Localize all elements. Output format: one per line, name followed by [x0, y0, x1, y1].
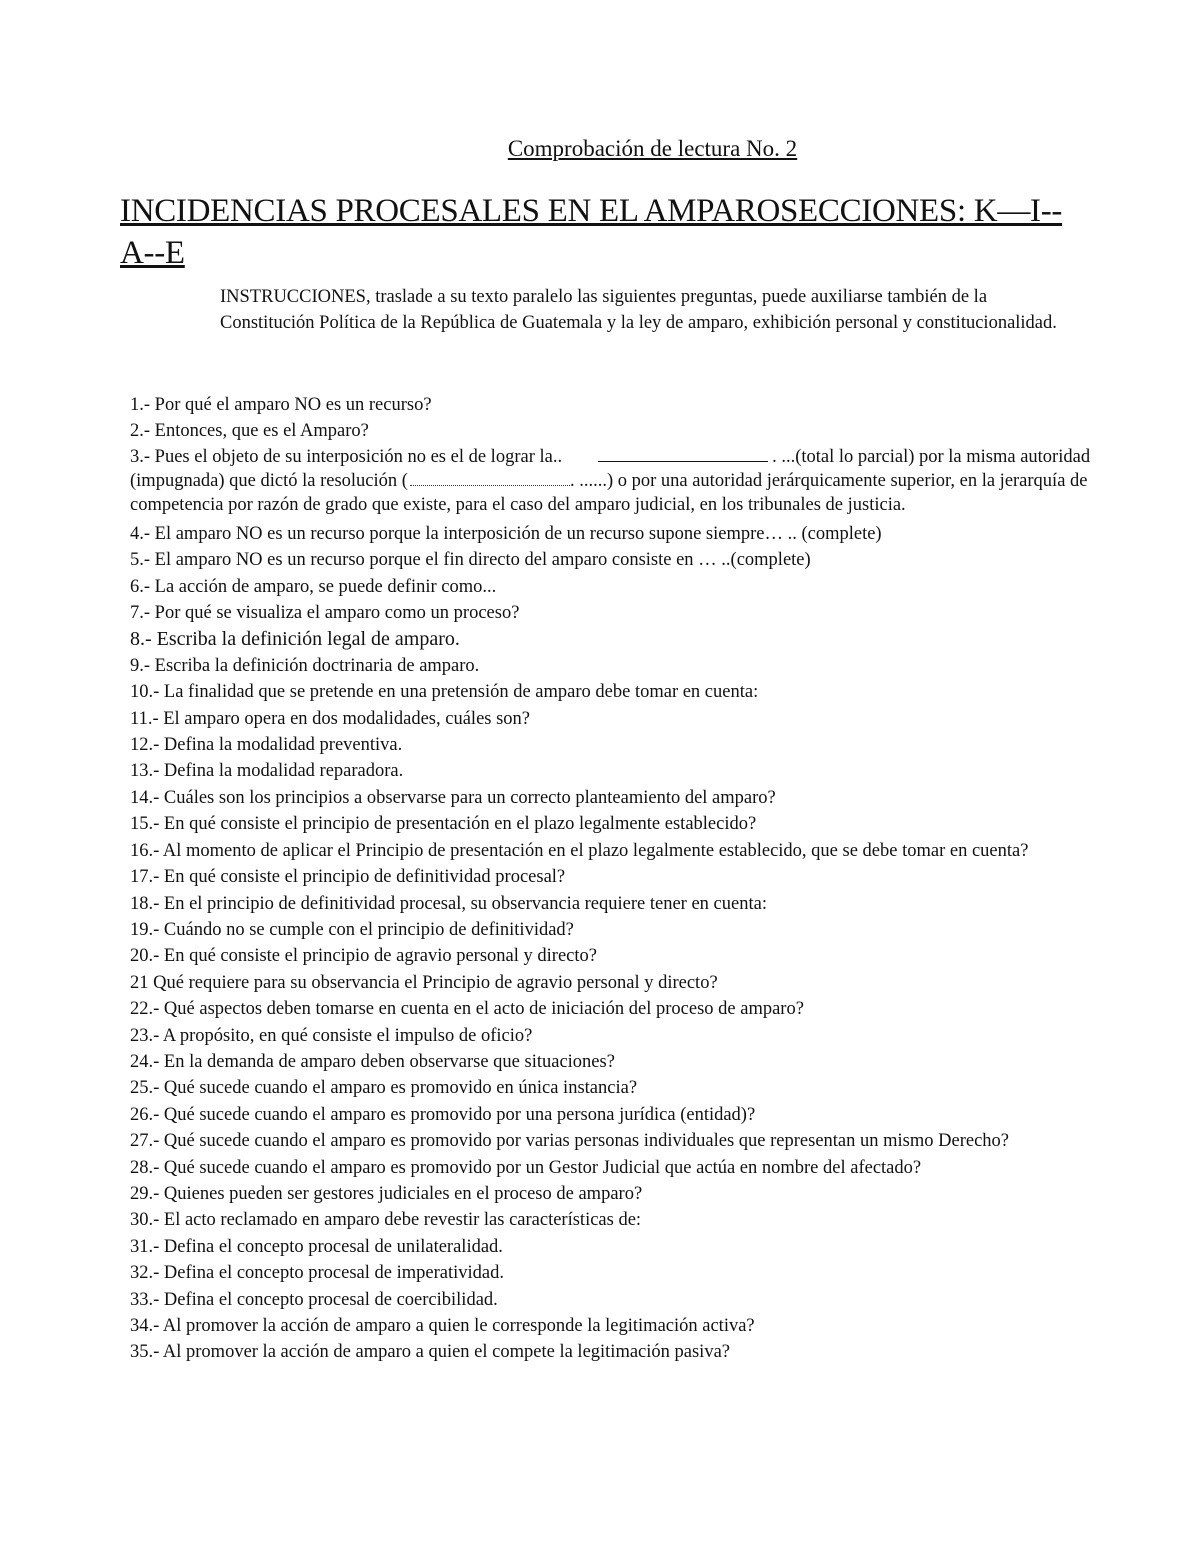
instructions-paragraph: INSTRUCCIONES, traslade a su texto paralelo las siguientes preguntas, puede auxiliarse también de la Constitución Política de la República de Guatemala y la ley de amparo, exhibición personal y constitucionalidad.	[220, 287, 1057, 333]
question-item: 8.- Escriba la definición legal de amparo.	[130, 628, 460, 651]
question-item: 9.- Escriba la definición doctrinaria de amparo.	[130, 655, 480, 676]
question-item: 13.- Defina la modalidad reparadora.	[130, 761, 404, 782]
question-item: 1.- Por qué el amparo NO es un recurso?	[130, 395, 432, 415]
question-item: 35.- Al promover la acción de amparo a quien el compete la legitimación pasiva?	[130, 1342, 730, 1363]
question-3-part2: . ...(total lo parcial) por la misma autoridad (impugnada) que dictó la resolución (	[130, 446, 1091, 491]
questions-list	[130, 392, 1095, 1366]
question-item: 22.- Qué aspectos deben tomarse en cuenta en el acto de iniciación del proceso de amparo?	[130, 999, 804, 1020]
question-item: 12.- Defina la modalidad preventiva.	[130, 735, 403, 756]
question-item: 11.- El amparo opera en dos modalidades, cuáles son?	[130, 708, 531, 729]
question-item: 31.- Defina el concepto procesal de unilateralidad.	[130, 1236, 503, 1257]
question-item: 15.- En qué consiste el principio de presentación en el plazo legalmente establecido?	[130, 814, 757, 835]
fill-in-blank-line	[598, 447, 768, 462]
question-item: 16.- Al momento de aplicar el Principio de presentación en el plazo legalmente establecido, que se debe tomar en cuenta?	[130, 840, 1029, 861]
question-item: 23.- A propósito, en qué consiste el impulso de oficio?	[130, 1025, 533, 1046]
question-item: 25.- Qué sucede cuando el amparo es promovido en única instancia?	[130, 1078, 638, 1099]
question-item: 28.- Qué sucede cuando el amparo es promovido por un Gestor Judicial que actúa en nombre del afectado?	[130, 1157, 922, 1178]
question-item: 29.- Quienes pueden ser gestores judiciales en el proceso de amparo?	[130, 1183, 643, 1204]
question-item: 10.- La finalidad que se pretende en una pretensión de amparo debe tomar en cuenta:	[130, 682, 759, 703]
question-item: 26.- Qué sucede cuando el amparo es promovido por una persona jurídica (entidad)?	[130, 1104, 756, 1125]
question-3-part1: 3.- Pues el objeto de su interposición no es el de lograr la..	[130, 446, 563, 467]
question-item: 34.- Al promover la acción de amparo a quien le corresponde la legitimación activa?	[130, 1316, 755, 1336]
question-item: 17.- En qué consiste el principio de definitividad procesal?	[130, 867, 566, 888]
question-item: 20.- En qué consiste el principio de agravio personal y directo?	[130, 946, 597, 967]
question-item: 14.- Cuáles son los principios a observarse para un correcto planteamiento del amparo?	[130, 787, 776, 808]
question-item: 5.- El amparo NO es un recurso porque el fin directo del amparo consiste en … ..(complete)	[130, 550, 811, 571]
question-item: 4.- El amparo NO es un recurso porque la interposición de un recurso supone siempre… .. (complete)	[130, 523, 882, 544]
question-item: 30.- El acto reclamado en amparo debe revestir las características de:	[130, 1210, 642, 1231]
question-item: 32.- Defina el concepto procesal de imperatividad.	[130, 1263, 504, 1284]
fill-in-dotted-line	[410, 473, 570, 486]
question-item: 24.- En la demanda de amparo deben observarse que situaciones?	[130, 1051, 615, 1072]
question-item: 2.- Entonces, que es el Amparo?	[130, 421, 369, 442]
question-item: 27.- Qué sucede cuando el amparo es promovido por varias personas individuales que representan un mismo Derecho?	[130, 1131, 1009, 1152]
question-item: 18.- En el principio de definitividad procesal, su observancia requiere tener en cuenta:	[130, 893, 767, 914]
question-item: 33.- Defina el concepto procesal de coercibilidad.	[130, 1289, 498, 1310]
question-item-3	[130, 445, 1095, 517]
question-item: 21 Qué requiere para su observancia el Principio de agravio personal y directo?	[130, 972, 718, 993]
document-subtitle: Comprobación de lectura No. 2	[507, 136, 798, 161]
question-3-part3: . ......) o por una autoridad jerárquicamente superior, en la jerarquía de competencia por razón de grado que existe, para el caso del amparo judicial, en los tribunales de justicia.	[130, 470, 1088, 515]
question-item: 7.- Por qué se visualiza el amparo como un proceso?	[130, 603, 520, 624]
question-item: 6.- La acción de amparo, se puede definir como...	[130, 576, 497, 597]
question-item: 19.- Cuándo no se cumple con el principio de definitividad?	[130, 919, 574, 940]
document-title: INCIDENCIAS PROCESALES EN EL AMPAROSECCIONES: K—I--A--E	[120, 193, 1063, 271]
